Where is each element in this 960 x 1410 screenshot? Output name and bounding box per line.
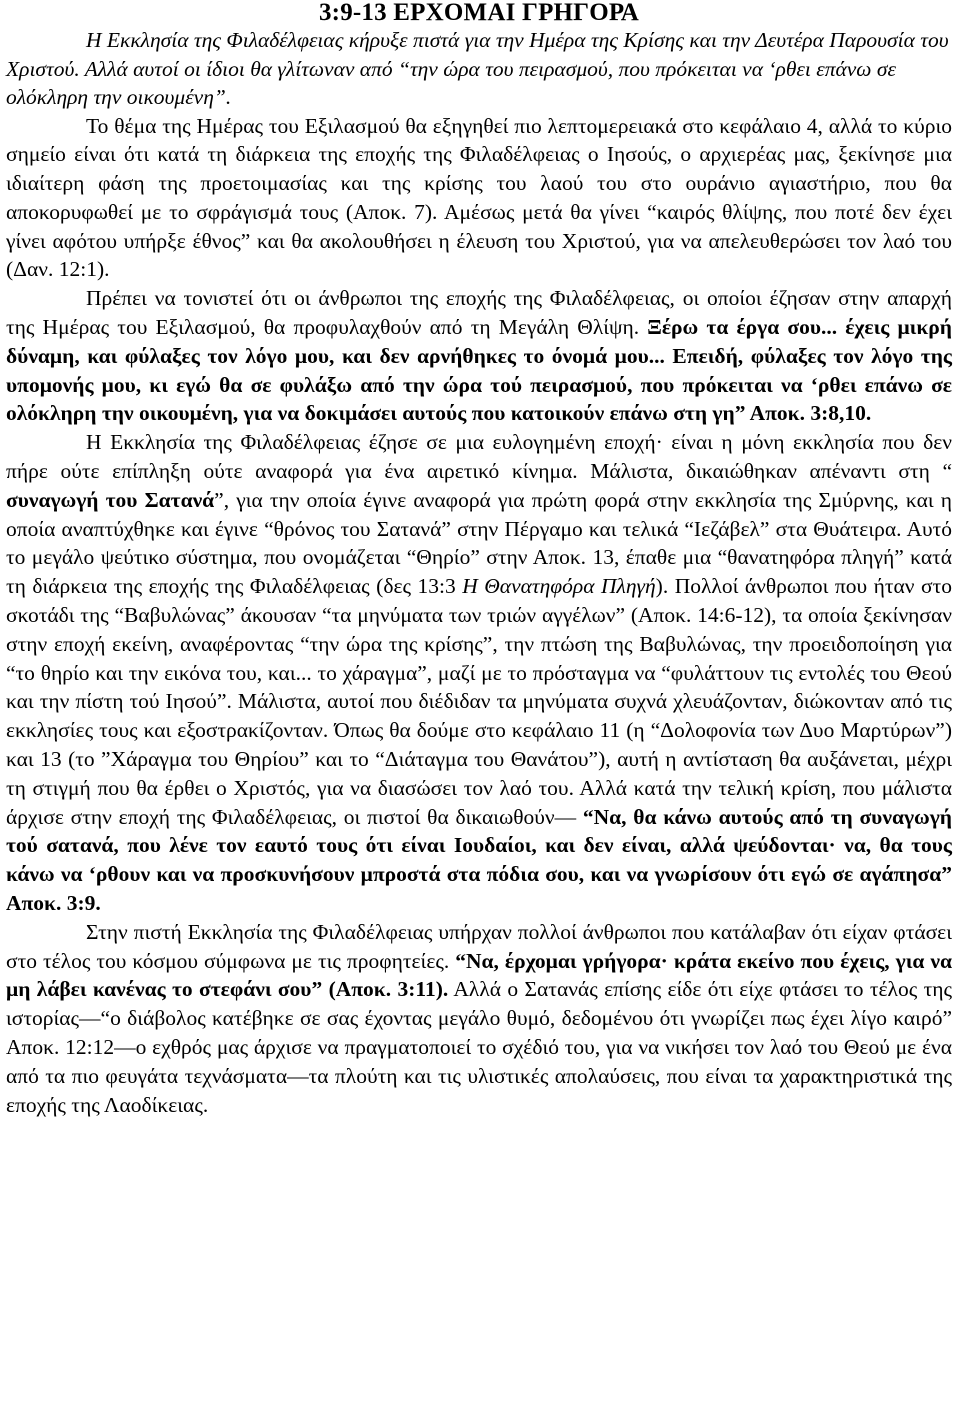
scripture-quote-bold: “Να, έρχομαι γρήγορα· κράτα εκείνο που έχεις, για να μη λάβει κανένας το στεφάνι σου” (Αποκ. 3:11). [6,948,952,1002]
paragraph-text: Αλλά ο Σατανάς επίσης είδε ότι είχε φτάσει το τέλος της ιστορίας—“ο διάβολος κατέβηκε σε σας έχοντας μεγάλο θυμό, δεδομένου ότι γνωρίζει πως έχει λίγο καιρό” Αποκ. 12:12—ο εχθρός μας άρχισε να πραγματοποιεί το σχέδιό του, για να νικήσει τον λαό του Θεού με ένα από τα πιο φευγάτα τεχνάσματα—τα πλούτη και τις υλιστικές απολαύσεις, που είναι τα χαρακτηριστικά της εποχής της Λαοδίκειας. [6,977,952,1117]
bold-phrase: συναγωγή του Σατανά [6,487,215,512]
paragraph-text: ”, για την οποία έγινε αναφορά για πρώτη φορά στην εκκλησία της Σμύρνης, και η οποία αναπτύχθηκε και έγινε “θρόνος του Σατανά” στην Πέργαμο και τελικά “Ιεζάβελ” στα Θυάτειρα. Αυτό το μεγάλο ψεύτικο σύστημα, που ονομάζεται “Θηρίο” στην Αποκ. 13, έπαθε μια “θανατηφόρα πληγή” κατά τη διάρκεια της εποχής της Φιλαδέλφειας (δες 13:3 [6,487,952,599]
paragraph-day-of-atonement [6,112,952,285]
paragraph-coming-quickly [6,918,952,1120]
scripture-quote-bold: Ξέρω τα έργα σου... έχεις μικρή δύναμη, και φύλαξες τον λόγο μου, και δεν αρνήθηκες το όνομά μου... Επειδή, φύλαξες τον λόγο της υπομονής μου, κι εγώ θα σε φυλάξω από την ώρα τού πειρασμού, που πρόκειται να ‘ρθει επάνω σε ολόκληρη την οικουμένη, για να δοκιμάσει αυτούς που κατοικούν επάνω στη γη” Αποκ. 3:8,10. [6,315,952,426]
paragraph-text: Η Εκκλησία της Φιλαδέλφειας έζησε σε μια ευλογημένη εποχή· είναι η μόνη εκκλησία που δεν πήρε ούτε επίπληξη ούτε αναφορά για ένα αιρετικό κίνημα. Μάλιστα, δικαιώθηκαν απέναντι στη “ [6,430,952,484]
paragraph-text: ). Πολλοί άνθρωποι που ήταν στο σκοτάδι της “Βαβυλώνας” άκουσαν “τα μηνύματα των τριών αγγέλων” (Αποκ. 14:6-12), τα οποία ξεκίνησαν στην εποχή εκείνη, αναφέροντας “την ώρα της κρίσης”, την πτώση της Βαβυλώνας, την προειδοποίηση για “το θηρίο και την εικόνα του, και... το χάραγμα”, μαζί με το πρόσταγμα να “φυλάττουν τις εντολές του Θεού και την πίστη τού Ιησού”. Μάλιστα, αυτοί που διέδιδαν τα μηνύματα συχνά χλευάζονταν, διώκονταν από τις εκκλησίες τους και εξοστρακίζονταν. Όπως θα δούμε στο κεφάλαιο 11 (η “Δολοφονία των Δυο Μαρτύρων”) και 13 (το ”Χάραγμα του Θηρίου” και το “Διάταγμα του Θανάτου”), αυτή η αντίσταση θα αυξάνεται, μέχρι τη στιγμή που θα έρθει ο Χριστός, για να διασώσει τον λαό του. Αλλά κατά την τελική κρίση, που μάλιστα άρχισε στην εποχή της Φιλαδέλφειας, οι πιστοί θα δικαιωθούν— [6,574,952,829]
scripture-quote-bold: “Να, θα κάνω αυτούς από τη συναγωγή τού σατανά, που λένε τον εαυτό τους ότι είναι Ιουδαίοι, και δεν είναι, αλλά ψεύδονται· να, θα τους κάνω να ‘ρθουν και να προσκυνήσουν μπροστά στα πόδια σου, και να γνωρίσουν ότι εγώ σε αγάπησα” Αποκ. 3:9. [6,804,952,916]
paragraph-text: Στην πιστή Εκκλησία της Φιλαδέλφειας υπήρχαν πολλοί άνθρωποι που κατάλαβαν ότι είχαν φτάσει στο τέλος του κόσμου σύμφωνα με τις προφητείες. [6,919,952,973]
intro-paragraph: Η Εκκλησία της Φιλαδέλφειας κήρυξε πιστά για την Ημέρα της Κρίσης και την Δευτέρα Παρουσία του Χριστού. Αλλά αυτοί οι ίδιοι θα γλίτωναν από “την ώρα του πειρασμού, που πρόκειται να ‘ρθει επάνω σε ολόκληρη την οικουμένη”. [6,28,949,109]
page-title: 3:9-13 ΕΡΧΟΜΑΙ ΓΡΗΓΟΡΑ [318,0,639,26]
paragraph-great-tribulation [6,284,952,428]
italic-reference: Η Θανατηφόρα Πληγή [462,574,656,599]
paragraph-text: Πρέπει να τονιστεί ότι οι άνθρωποι της εποχής της Φιλαδέλφειας, οι οποίοι έζησαν στην απαρχή της Ημέρας του Εξιλασμού, θα προφυλαχθούν από τη Μεγάλη Θλίψη. [6,286,952,340]
paragraph-synagogue-of-satan [6,428,952,918]
paragraph-text: Το θέμα της Ημέρας του Εξιλασμού θα εξηγηθεί πιο λεπτομερειακά στο κεφάλαιο 4, αλλά το κύριο σημείο είναι ότι κατά τη διάρκεια της εποχής της Φιλαδέλφειας ο Ιησούς, ο αρχιερέας μας, ξεκίνησε μια ιδιαίτερη φάση της προετοιμασίας και της κρίσης του λαού του στο ουράνιο αγιαστήριο, που θα αποκορυφωθεί με το σφράγισμά τους (Αποκ. 7). Αμέσως μετά θα γίνει “καιρός θλίψης, που ποτέ δεν έχει γίνει αφότου υπήρξε έθνος” και θα ακολουθήσει η έλευση του Χριστού, για να απελευθερώσει τον λαό του (Δαν. 12:1). [6,113,952,282]
